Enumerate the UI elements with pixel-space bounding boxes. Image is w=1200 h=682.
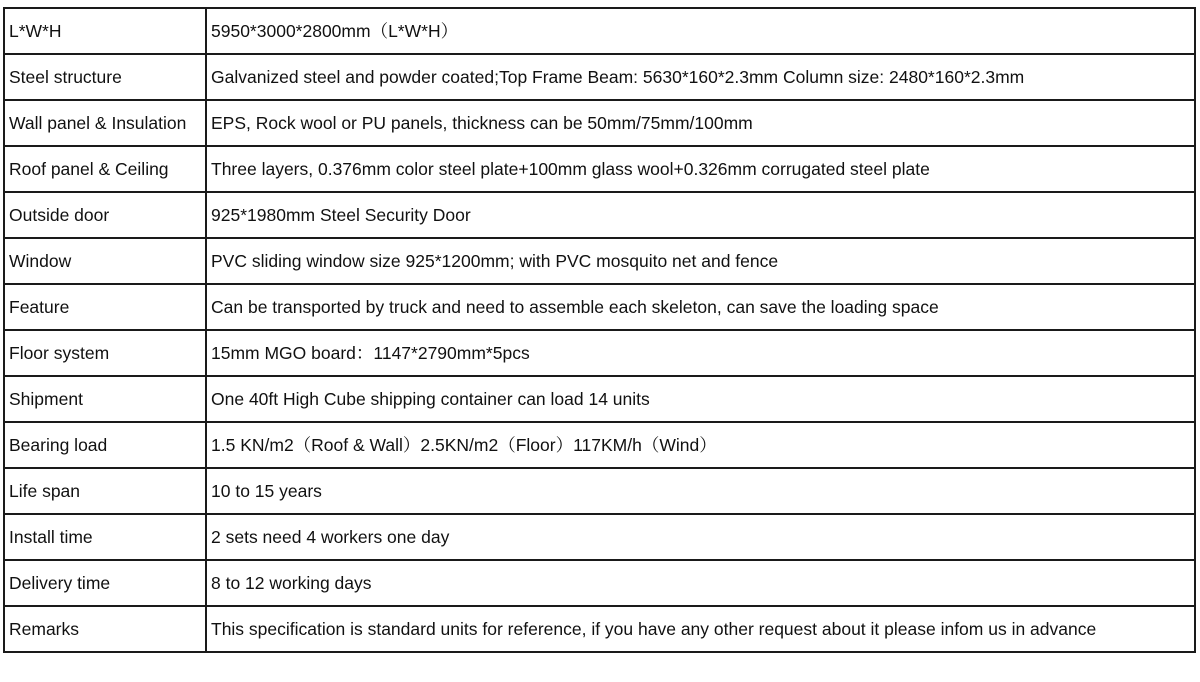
specification-table-body [4,8,1195,652]
spec-label: L*W*H [4,8,206,54]
spec-value: 2 sets need 4 workers one day [206,514,1195,560]
spec-value: 8 to 12 working days [206,560,1195,606]
spec-value: 10 to 15 years [206,468,1195,514]
spec-label: Life span [4,468,206,514]
spec-label: Window [4,238,206,284]
spec-value: One 40ft High Cube shipping container can load 14 units [206,376,1195,422]
table-row [4,100,1195,146]
table-row [4,192,1195,238]
table-row [4,330,1195,376]
table-row [4,376,1195,422]
spec-value: Galvanized steel and powder coated;Top Frame Beam: 5630*160*2.3mm Column size: 2480*160*2.3mm [206,54,1195,100]
spec-value: Three layers, 0.376mm color steel plate+100mm glass wool+0.326mm corrugated steel plate [206,146,1195,192]
spec-label: Floor system [4,330,206,376]
spec-value: 1.5 KN/m2（Roof & Wall）2.5KN/m2（Floor）117KM/h（Wind） [206,422,1195,468]
specification-table [3,7,1196,653]
spec-label: Bearing load [4,422,206,468]
spec-value: 15mm MGO board：1147*2790mm*5pcs [206,330,1195,376]
table-row [4,238,1195,284]
spec-label: Steel structure [4,54,206,100]
table-row [4,514,1195,560]
spec-label: Remarks [4,606,206,652]
spec-label: Install time [4,514,206,560]
table-row [4,468,1195,514]
spec-label: Wall panel & Insulation [4,100,206,146]
table-row [4,560,1195,606]
table-row [4,284,1195,330]
table-row [4,606,1195,652]
spec-label: Shipment [4,376,206,422]
spec-value: EPS, Rock wool or PU panels, thickness can be 50mm/75mm/100mm [206,100,1195,146]
spec-value: PVC sliding window size 925*1200mm; with PVC mosquito net and fence [206,238,1195,284]
spec-label: Delivery time [4,560,206,606]
table-row [4,146,1195,192]
spec-label: Feature [4,284,206,330]
spec-value: 925*1980mm Steel Security Door [206,192,1195,238]
table-row [4,54,1195,100]
spec-value: 5950*3000*2800mm（L*W*H） [206,8,1195,54]
spec-value: This specification is standard units for reference, if you have any other request about it please infom us in advance [206,606,1195,652]
table-row [4,8,1195,54]
table-row [4,422,1195,468]
spec-label: Roof panel & Ceiling [4,146,206,192]
spec-label: Outside door [4,192,206,238]
spec-value: Can be transported by truck and need to assemble each skeleton, can save the loading space [206,284,1195,330]
